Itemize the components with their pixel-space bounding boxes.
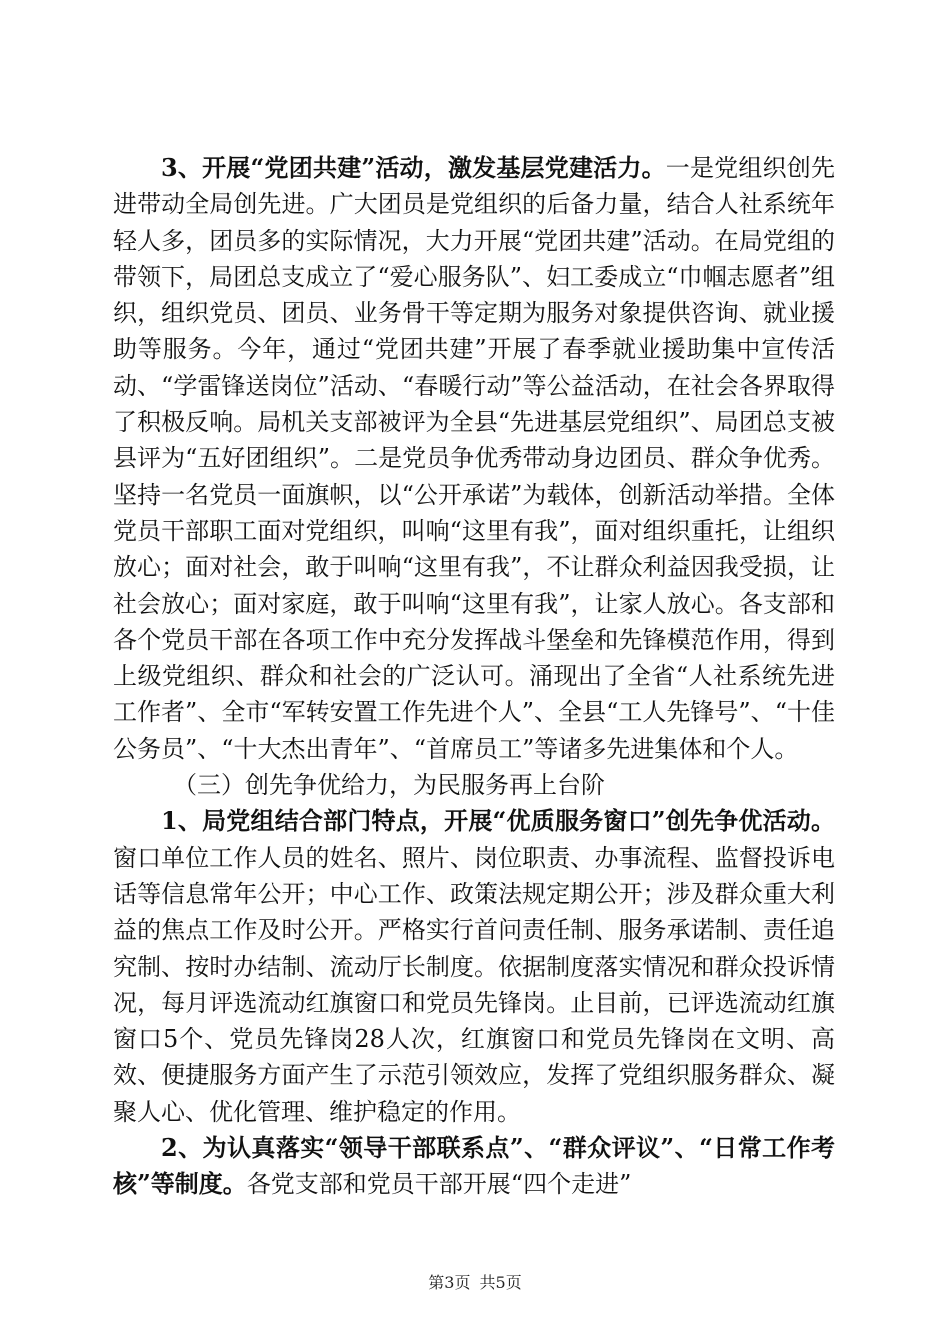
- paragraph-leader-contact: [113, 1130, 835, 1203]
- section-heading: [113, 767, 835, 803]
- paragraph-party-youth-building: [113, 150, 835, 767]
- paragraph-lead: 1、局党组结合部门特点，开展“优质服务窗口”创先争优活动。: [161, 806, 835, 836]
- paragraph-lead: 3、开展“党团共建”活动，激发基层党建活力。: [161, 153, 666, 182]
- paragraph-text: 一是党组织创先进带动全局创先进。广大团员是党组织的后备力量，结合人社系统年轻人多，团员多的实际情况，大力开展“党团共建”活动。在局党组的带领下，局团总支成立了“爱心服务队”、妇工委成立“巾帼志愿者”组织，组织党员、团员、业务骨干等定期为服务对象提供咨询、就业援助等服务。今年，通过“党团共建”开展了春季就业援助集中宣传活动、“学雷锋送岗位”活动、“春暖行动”等公益活动，在社会各界取得了积极反响。局机关支部被评为全县“先进基层党组织”、局团总支被县评为“五好团组织”。二是党员争优秀带动身边团员、群众争优秀。坚持一名党员一面旗帜，以“公开承诺”为载体，创新活动举措。全体党员干部职工面对党组织，叫响“这里有我”，面对组织重托，让组织放心；面对社会，敢于叫响“这里有我”，不让群众利益因我受损，让社会放心；面对家庭，敢于叫响“这里有我”，让家人放心。各支部和各个党员干部在各项工作中充分发挥战斗堡垒和先锋模范作用，得到上级党组织、群众和社会的广泛认可。涌现出了全省“人社系统先进工作者”、全市“军转安置工作先进个人”、全县“工人先锋号”、“十佳公务员”、“十大杰出青年”、“首席员工”等诸多先进集体和个人。: [113, 154, 835, 763]
- document-body: [113, 150, 835, 1203]
- section-heading-text: （三）创先争优给力，为民服务再上台阶: [173, 771, 605, 800]
- page-total: 共5页: [479, 1273, 522, 1292]
- paragraph-text: 窗口单位工作人员的姓名、照片、岗位职责、办事流程、监督投诉电话等信息常年公开；中心工作、政策法规定期公开；涉及群众重大利益的焦点工作及时公开。严格实行首问责任制、服务承诺制、责任追究制、按时办结制、流动厅长制度。依据制度落实情况和群众投诉情况，每月评选流动红旗窗口和党员先锋岗。止目前，已评选流动红旗窗口5个、党员先锋岗28人次，红旗窗口和党员先锋岗在文明、高效、便捷服务方面产生了示范引领效应，发挥了党组织服务群众、凝聚人心、优化管理、维护稳定的作用。: [113, 843, 835, 1126]
- paragraph-service-window: [113, 803, 835, 1130]
- page-number: 第3页: [428, 1273, 471, 1292]
- paragraph-lead: 2、为认真落实“领导干部联系点”、“群众评议”、“日常工作考核”等制度。: [113, 1133, 835, 1199]
- paragraph-text: 各党支部和党员干部开展“四个走进”: [246, 1170, 632, 1199]
- page-footer: [0, 1270, 950, 1293]
